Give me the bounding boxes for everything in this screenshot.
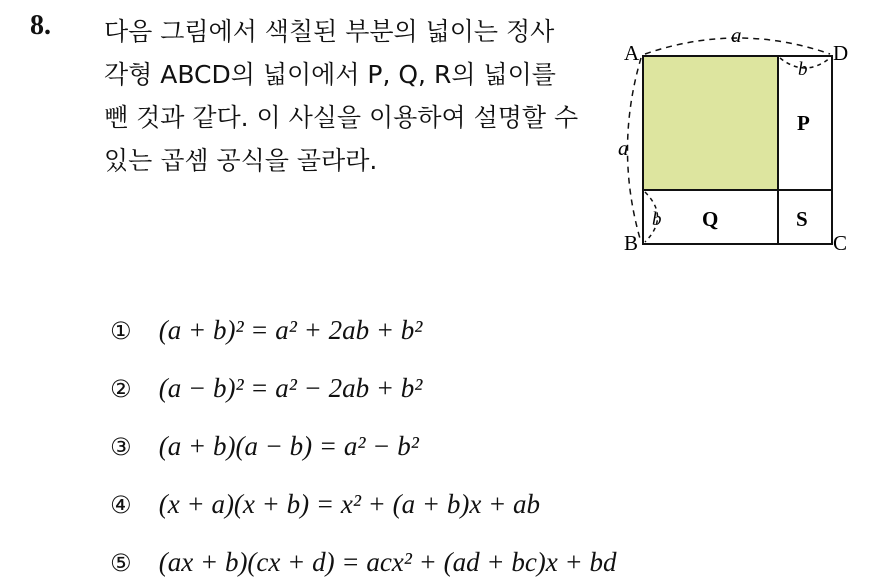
question-line: 뺀 것과 같다. 이 사실을 이용하여 설명할 수 — [104, 103, 579, 132]
shaded-region — [643, 56, 778, 190]
side-label-top: a — [731, 23, 742, 47]
question-number: 8. — [30, 10, 51, 41]
choice-number: ① — [110, 317, 132, 345]
choice-number: ⑤ — [110, 549, 132, 577]
choice-number: ④ — [110, 491, 132, 519]
question-line: 있는 곱셈 공식을 골라라. — [104, 146, 378, 175]
choice-formula: (ax + b)(cx + d) = acx² + (ad + bc)x + bd — [158, 547, 617, 577]
choice-formula: (a + b)(a − b) = a² − b² — [158, 431, 419, 461]
choice-formula: (a − b)² = a² − 2ab + b² — [158, 373, 423, 403]
side-label-top-right: b — [798, 59, 808, 80]
question-line: 각형 ABCD의 넓이에서 P, Q, R의 넓이를 — [104, 60, 556, 89]
question-text — [104, 10, 594, 182]
side-label-bottom-left: b — [652, 209, 662, 230]
square-diagram — [614, 20, 874, 260]
choice-1[interactable] — [110, 315, 422, 346]
corner-label-a: A — [624, 41, 640, 65]
region-label-s: S — [796, 207, 808, 231]
choice-3[interactable] — [110, 431, 419, 462]
corner-label-c: C — [833, 231, 848, 255]
side-label-left: a — [618, 136, 629, 160]
corner-label-b: B — [624, 231, 639, 255]
choice-2[interactable] — [110, 373, 422, 404]
square-figure — [614, 20, 874, 260]
choice-5[interactable] — [110, 547, 617, 578]
choice-number: ③ — [110, 433, 132, 461]
region-label-p: P — [797, 111, 810, 135]
choice-4[interactable] — [110, 489, 540, 520]
question-line: 다음 그림에서 색칠된 부분의 넓이는 정사 — [104, 17, 555, 46]
choice-formula: (a + b)² = a² + 2ab + b² — [158, 315, 423, 345]
corner-label-d: D — [833, 41, 849, 65]
left-dashed-arc — [628, 58, 642, 242]
choice-number: ② — [110, 375, 132, 403]
choice-formula: (x + a)(x + b) = x² + (a + b)x + ab — [158, 489, 541, 519]
region-label-q: Q — [702, 207, 719, 231]
